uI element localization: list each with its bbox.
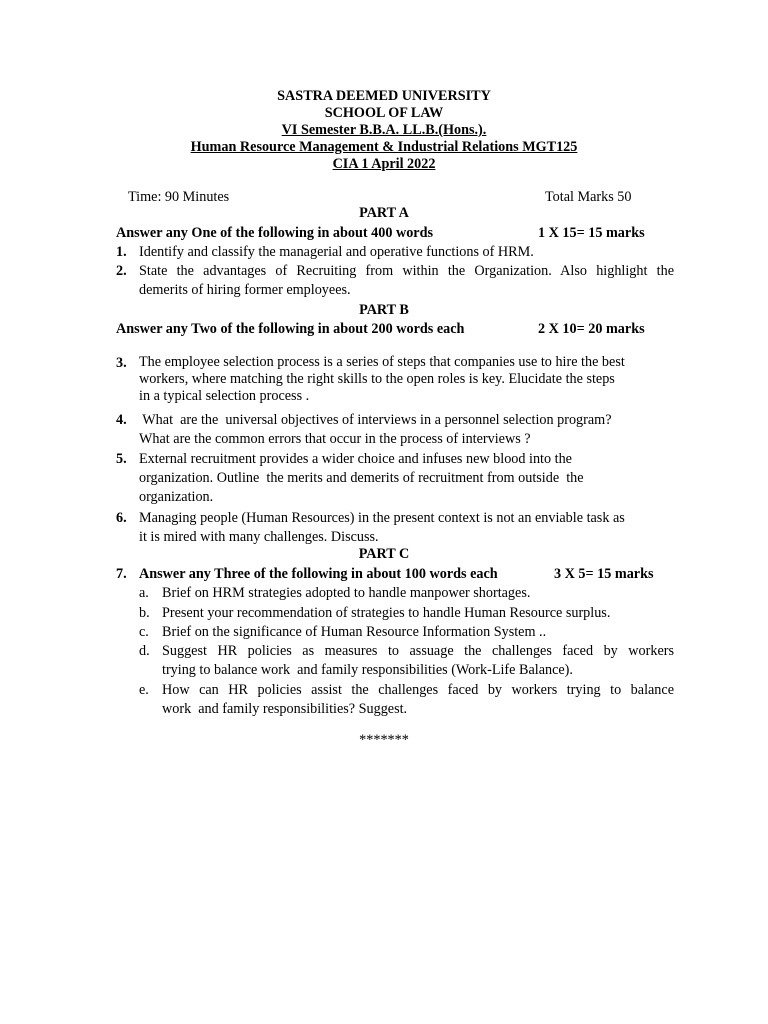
question-number: 2. <box>116 263 127 279</box>
question-line: organization. <box>139 489 214 505</box>
question-number: 7. <box>116 566 127 582</box>
question-number: 3. <box>116 355 127 371</box>
question-line: State the advantages of Recruiting from within the Organization. Also highlight the <box>139 263 674 279</box>
part-a-instruction: Answer any One of the following in about 400 words <box>116 225 434 241</box>
sub-question-text <box>162 604 674 623</box>
question-line: organization. Outline the merits and demerits of recruitment from outside the <box>139 470 584 486</box>
exam-name: CIA 1 April 2022 <box>332 156 436 172</box>
time-allowed: Time: 90 Minutes <box>128 189 230 205</box>
end-of-paper-mark: ******* <box>359 732 409 748</box>
sub-question-line: How can HR policies assist the challenges faced by workers trying to balance <box>162 682 674 698</box>
question-text <box>139 450 674 507</box>
sub-question-line: Brief on the significance of Human Resource Information System .. <box>162 624 547 640</box>
sub-question-line: Suggest HR policies as measures to assuage the challenges faced by workers <box>162 643 674 659</box>
sub-question-line: Brief on HRM strategies adopted to handle manpower shortages. <box>162 585 531 601</box>
question-line: demerits of hiring former employees. <box>139 282 351 298</box>
question-line: in a typical selection process . <box>139 388 310 404</box>
sub-question-line: Present your recommendation of strategies to handle Human Resource surplus. <box>162 605 611 621</box>
question-line: What are the universal objectives of interviews in a personnel selection program? <box>139 412 612 428</box>
part-b-marks: 2 X 10= 20 marks <box>538 321 645 337</box>
part-a-title: PART A <box>359 205 409 221</box>
sub-question-line: work and family responsibilities? Suggest. <box>162 701 408 717</box>
question-number: 4. <box>116 412 127 428</box>
school-name: SCHOOL OF LAW <box>324 105 444 121</box>
question-text <box>139 411 674 449</box>
question-number: 5. <box>116 451 127 467</box>
sub-question-letter: b. <box>139 605 150 621</box>
part-a-marks: 1 X 15= 15 marks <box>538 225 645 241</box>
question-line: External recruitment provides a wider choice and infuses new blood into the <box>139 451 572 467</box>
sub-question-text <box>162 584 674 603</box>
question-text <box>139 243 674 262</box>
question-number: 6. <box>116 510 127 526</box>
total-marks: Total Marks 50 <box>545 189 632 205</box>
question-line: What are the common errors that occur in the process of interviews ? <box>139 431 531 447</box>
question-line: workers, where matching the right skills to the open roles is key. Elucidate the steps <box>139 371 615 387</box>
sub-question-text <box>162 642 674 680</box>
question-text <box>139 354 674 405</box>
part-b-title: PART B <box>359 302 409 318</box>
semester-line: VI Semester B.B.A. LL.B.(Hons.). <box>281 122 487 138</box>
sub-question-letter: e. <box>139 682 149 698</box>
sub-question-letter: a. <box>139 585 149 601</box>
part-c-title: PART C <box>358 546 410 562</box>
sub-question-line: trying to balance work and family responsibilities (Work-Life Balance). <box>162 662 573 678</box>
question-line: it is mired with many challenges. Discuss. <box>139 529 379 545</box>
part-b-instruction: Answer any Two of the following in about 200 words each <box>116 321 465 337</box>
question-text <box>139 509 674 547</box>
sub-question-text <box>162 623 674 642</box>
sub-question-text <box>162 681 674 719</box>
question-line: Identify and classify the managerial and operative functions of HRM. <box>139 244 534 260</box>
course-title: Human Resource Management & Industrial Relations MGT125 <box>190 139 578 155</box>
question-line: The employee selection process is a series of steps that companies use to hire the best <box>139 354 625 370</box>
university-name: SASTRA DEEMED UNIVERSITY <box>277 88 491 104</box>
sub-question-letter: d. <box>139 643 150 659</box>
part-c-instruction: Answer any Three of the following in about 100 words each <box>139 566 498 582</box>
part-c-marks: 3 X 5= 15 marks <box>554 566 654 582</box>
question-text <box>139 262 674 300</box>
question-line: Managing people (Human Resources) in the present context is not an enviable task as <box>139 510 625 526</box>
question-number: 1. <box>116 244 127 260</box>
sub-question-letter: c. <box>139 624 149 640</box>
